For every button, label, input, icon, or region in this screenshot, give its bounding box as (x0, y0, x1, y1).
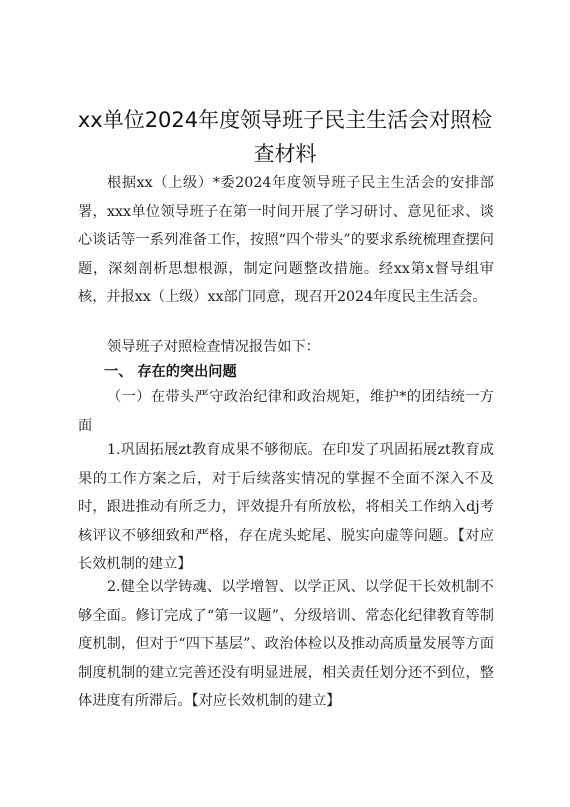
lead-paragraph: 领导班子对照检查情况报告如下： (107, 339, 320, 355)
document-title-line1: xx单位2024年度领导班子民主生活会对照检 (77, 108, 493, 132)
item1-paragraph: 1.巩固拓展zt教育成果不够彻底。在印发了巩固拓展zt教育成果的工作方案之后，对于后续落实情况的掌握不全面不深入不及时，跟进推动有所乏力，评效提升有所放松，将相关工作纳入dj考核评议不够细致和严格，存在虎头蛇尾、脱实向虚等问题。【对应长效机制的建立】 (78, 442, 494, 573)
item2-paragraph: 2.健全以学铸魂、以学增智、以学正风、以学促干长效机制不够全面。修订完成了“第一议题”、分级培训、常态化纪律教育等制度机制，但对于“四下基层”、政治体检以及推动高质量发展等方面制度机制的建立完善还没有明显进展，相关责任划分还不到位，整体进度有所滞后。【对应长效机制的建立】 (78, 579, 494, 710)
subsection1-heading: （一）在带头严守政治纪律和政治规矩，维护*的团结统一方面 (78, 389, 494, 434)
section1-heading: 一、 存在的突出问题 (104, 364, 237, 380)
document-title-line2: 查材料 (253, 142, 317, 166)
intro-paragraph: 根据xx（上级）*委2024年度领导班子民主生活会的安排部署，xxx单位领导班子在第一时间开展了学习研讨、意见征求、谈心谈话等一系列准备工作，按照“四个带头”的要求系统梳理查摆问题，深刻剖析思想根源，制定问题整改措施。经xx第x督导组审核，并报xx（上级）xx部门同意，现召开2024年度民主生活会。 (78, 175, 494, 306)
